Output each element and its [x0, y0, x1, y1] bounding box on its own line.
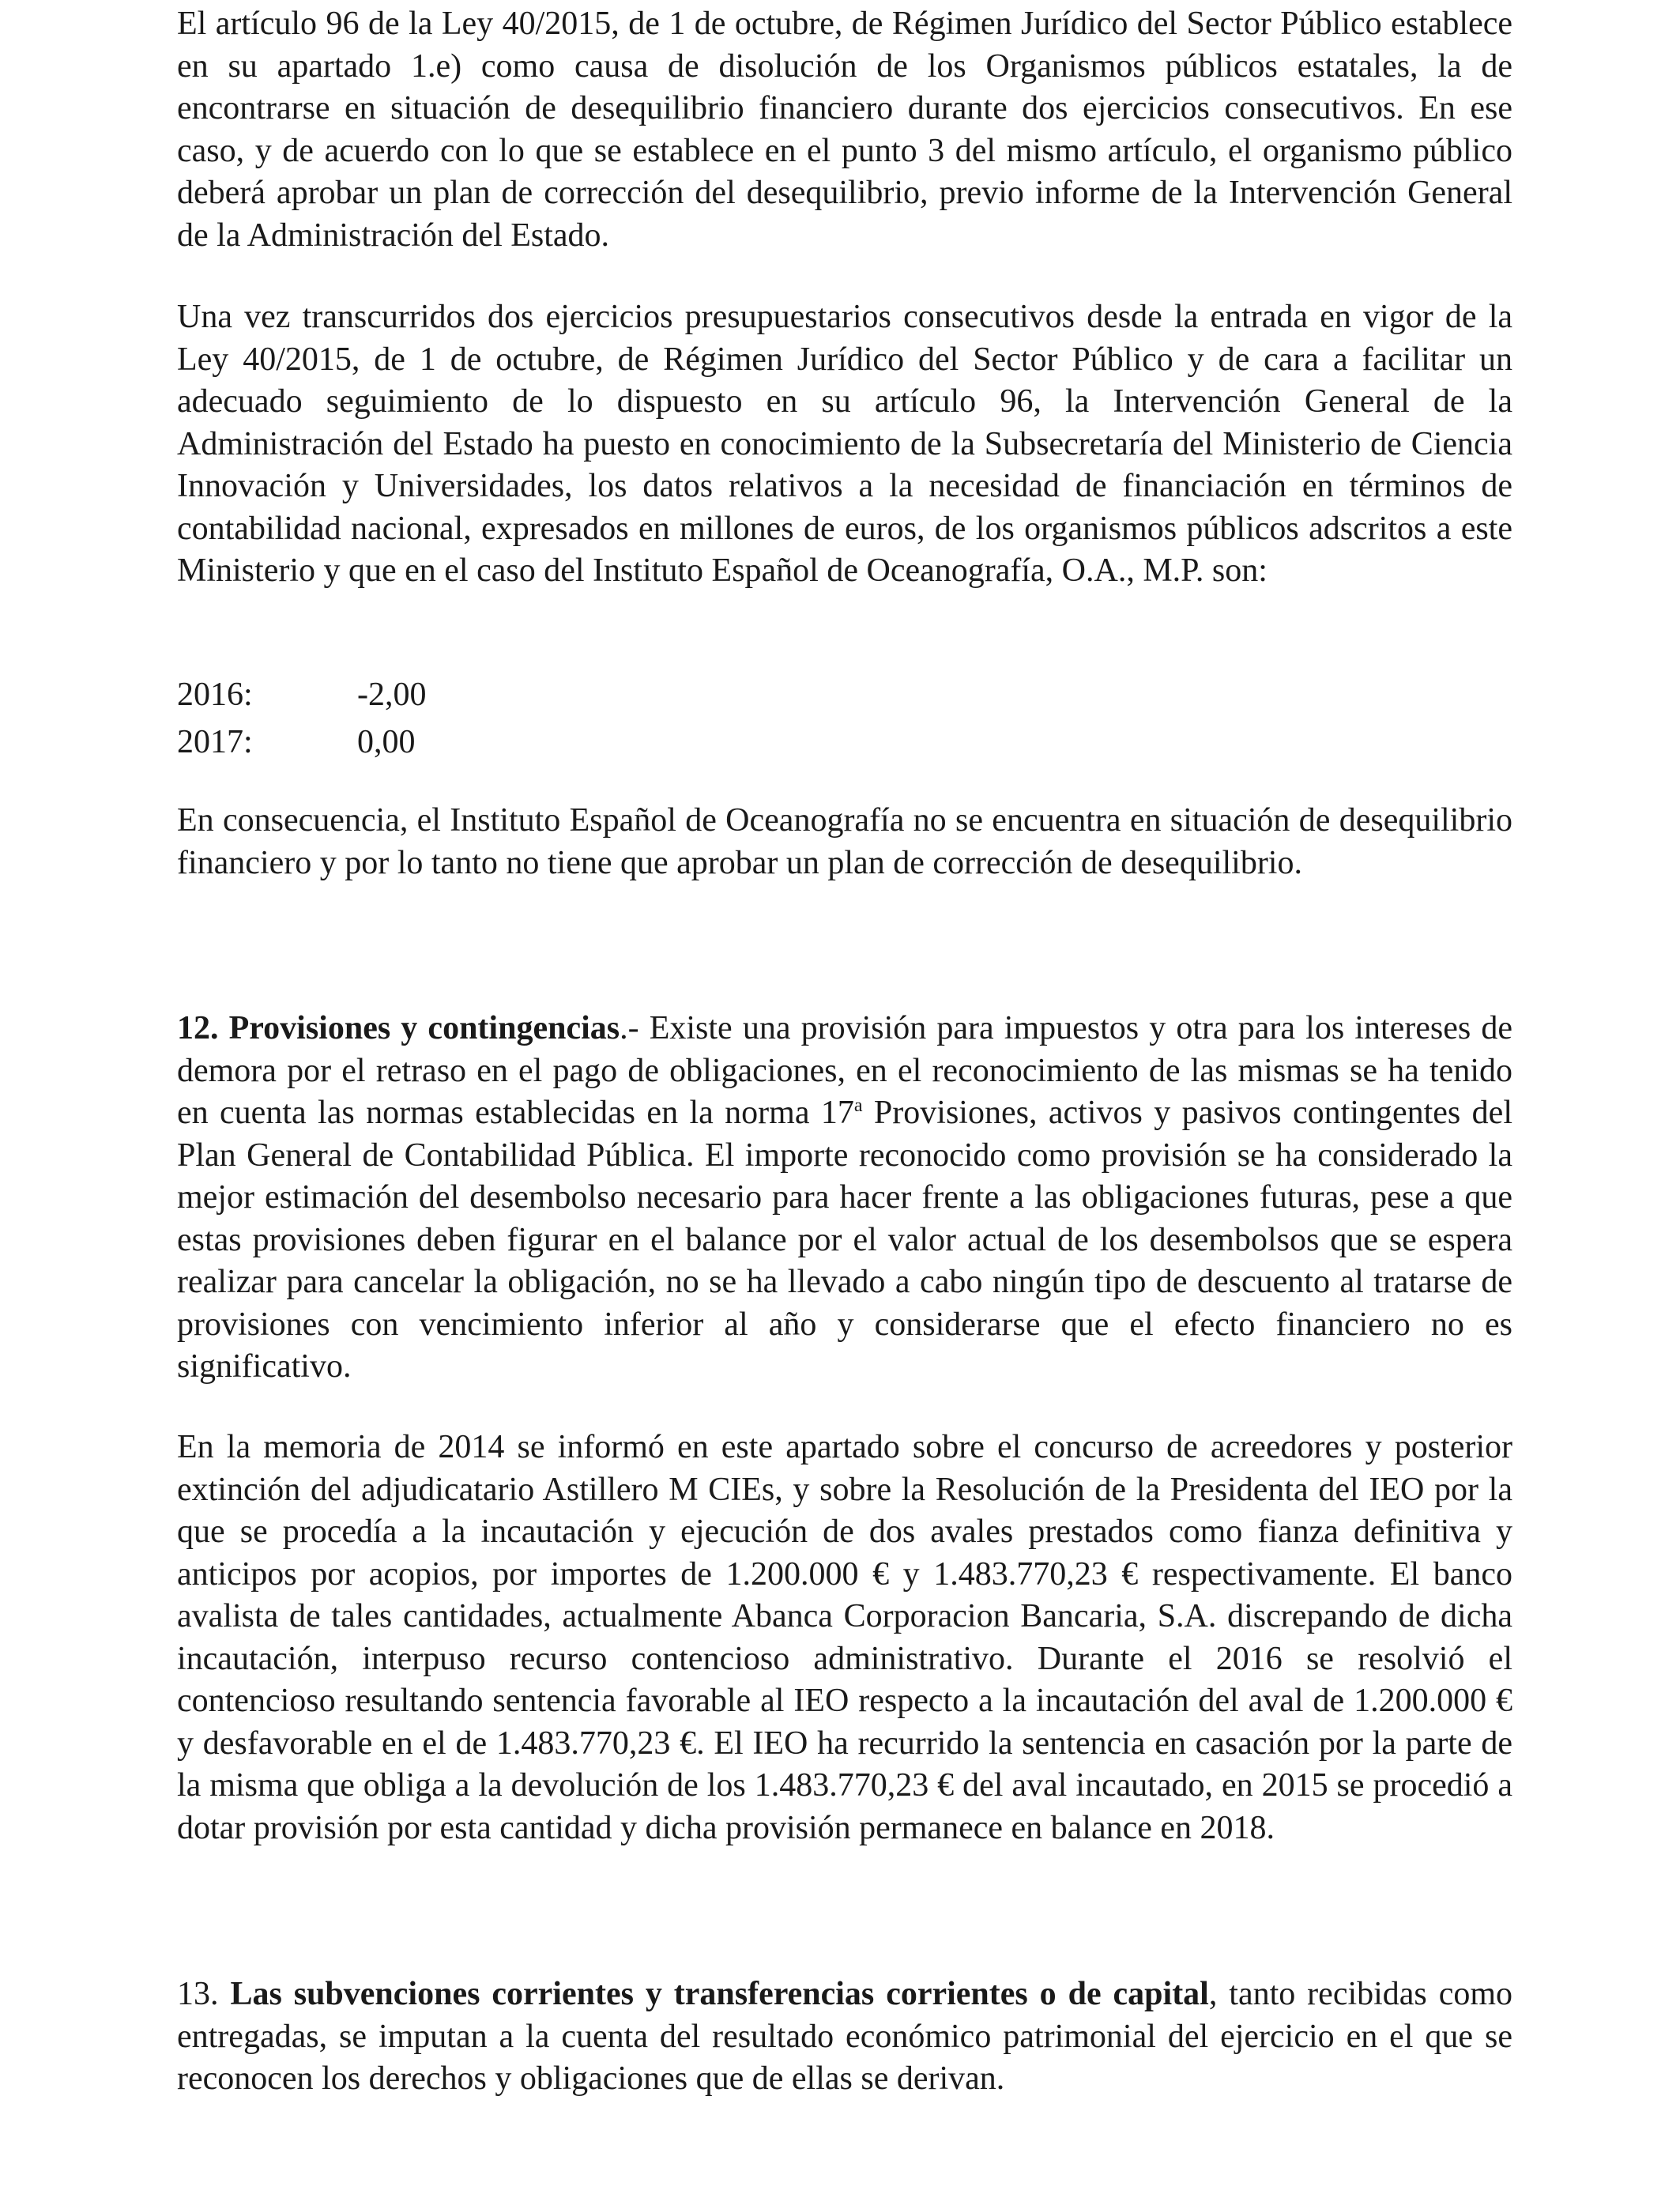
paragraph-article-96: El artículo 96 de la Ley 40/2015, de 1 de octubre, de Régimen Jurídico del Sector Público establece en su apartado 1.e) como causa de disolución de los Organismos públicos estatales, la de encontrarse en situación de desequilibrio financiero durante dos ejercicios consecutivos. En ese caso, y de acuerdo con lo que se establece en el punto 3 del mismo artículo, el organismo público deberá aprobar un plan de corrección del desequilibrio, previo informe de la Intervención General de la Administración del Estado.: [177, 6, 1512, 254]
document-page: [177, 0, 1512, 2194]
figure-year: 2017:: [177, 724, 253, 761]
figure-value: 0,00: [357, 724, 416, 761]
section-12-heading: 12. Provisiones y contingencias: [177, 1010, 620, 1046]
paragraph-igae-data: Una vez transcurridos dos ejercicios presupuestarios consecutivos desde la entrada en vigor de la Ley 40/2015, de 1 de octubre, de Régimen Jurídico del Sector Público y de cara a facilitar un adecuado seguimiento de lo dispuesto en su artículo 96, la Intervención General de la Administración del Estado ha puesto en conocimiento de la Subsecretaría del Ministerio de Ciencia Innovación y Universidades, los datos relativos a la necesidad de financiación en términos de contabilidad nacional, expresados en millones de euros, de los organismos públicos adscritos a este Ministerio y que en el caso del Instituto Español de Oceanografía, O.A., M.P. son:: [177, 299, 1512, 589]
section-13-text: , tanto recibidas como entregadas, se imputan a la cuenta del resultado económico patrimonial del ejercicio en el que se reconocen los derechos y obligaciones que de ellas se derivan.: [177, 1976, 1513, 2097]
financing-figures: [177, 672, 1512, 767]
section-13-subvenciones: [177, 1973, 1512, 2101]
figure-value: -2,00: [357, 677, 427, 714]
section-13-number: 13.: [177, 1976, 231, 2012]
superscript-ordinal: a: [853, 1095, 863, 1116]
figure-row-2016: [177, 672, 1512, 719]
section-12-provisiones: [177, 1008, 1512, 1389]
section-12-text-a: .- Existe una provisión para impuestos y otra para los intereses de demora por el retraso en el pago de obligaciones, en el reconocimiento de las mismas se ha tenido en cuenta las normas establecidas en la norma 17: [177, 1010, 1513, 1131]
paragraph-conclusion: En consecuencia, el Instituto Español de Oceanografía no se encuentra en situación de desequilibrio financiero y por lo tanto no tiene que aprobar un plan de corrección de desequilibrio.: [177, 802, 1512, 881]
section-12-text-b: Provisiones, activos y pasivos contingentes del Plan General de Contabilidad Pública. El importe reconocido como provisión se ha considerado la mejor estimación del desembolso necesario para hacer frente a las obligaciones futuras, pese a que estas provisiones deben figurar en el balance por el valor actual de los desembolsos que se espera realizar para cancelar la obligación, no se ha llevado a cabo ningún tipo de descuento al tratarse de provisiones con vencimiento inferior al año y considerarse que el efecto financiero no es significativo.: [177, 1095, 1512, 1385]
paragraph-memoria-2014: En la memoria de 2014 se informó en este apartado sobre el concurso de acreedores y posterior extinción del adjudicatario Astillero M CIEs, y sobre la Resolución de la Presidenta del IEO por la que se procedía a la incautación y ejecución de dos avales prestados como fianza definitiva y anticipos por acopios, por importes de 1.200.000 € y 1.483.770,23 € respectivamente. El banco avalista de tales cantidades, actualmente Abanca Corporacion Bancaria, S.A. discrepando de dicha incautación, interpuso recurso contencioso administrativo. Durante el 2016 se resolvió el contencioso resultando sentencia favorable al IEO respecto a la incautación del aval de 1.200.000 € y desfavorable en el de 1.483.770,23 €. El IEO ha recurrido la sentencia en casación por la parte de la misma que obliga a la devolución de los 1.483.770,23 € del aval incautado, en 2015 se procedió a dotar provisión por esta cantidad y dicha provisión permanece en balance en 2018.: [177, 1429, 1512, 1846]
figure-row-2017: [177, 719, 1512, 767]
section-13-heading: Las subvenciones corrientes y transferencias corrientes o de capital: [230, 1976, 1209, 2012]
figure-year: 2016:: [177, 677, 253, 714]
